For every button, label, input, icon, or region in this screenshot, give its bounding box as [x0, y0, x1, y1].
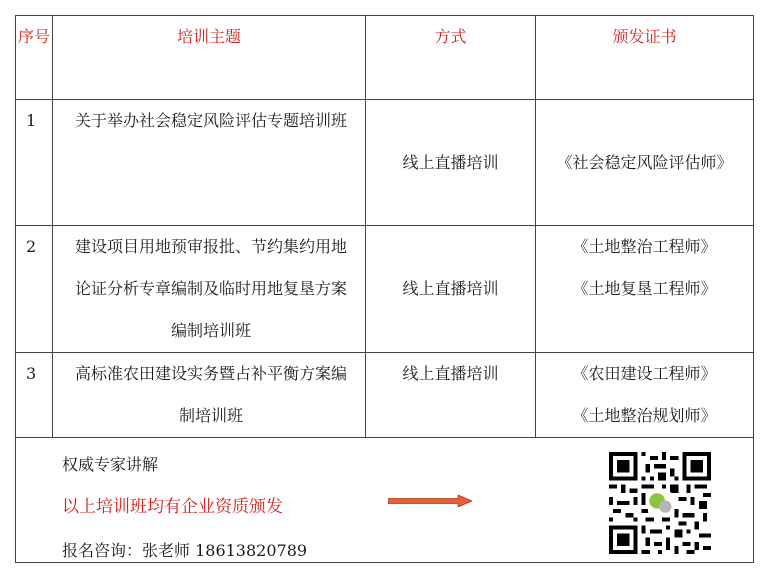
header-mode: 方式	[366, 16, 536, 100]
cert-item: 《土地整治规划师》	[572, 406, 717, 425]
table-header-row	[16, 16, 754, 100]
row-mode: 线上直播培训	[366, 100, 536, 226]
row-no: 3	[16, 353, 53, 438]
right-arrow-icon	[388, 495, 472, 507]
table-row	[16, 100, 754, 226]
row-cert	[536, 226, 754, 353]
footer-row	[16, 438, 754, 563]
header-no: 序号	[16, 16, 53, 100]
row-mode: 线上直播培训	[366, 226, 536, 353]
cert-item: 《土地复垦工程师》	[572, 279, 717, 298]
qr-code-icon	[609, 452, 711, 554]
row-no: 1	[16, 100, 53, 226]
row-cert	[536, 100, 754, 226]
cert-item: 《土地整治工程师》	[572, 237, 717, 256]
footer-cell	[16, 438, 754, 563]
row-topic: 关于举办社会稳定风险评估专题培训班	[53, 100, 366, 226]
row-topic: 建设项目用地预审报批、节约集约用地论证分析专章编制及临时用地复垦方案编制培训班	[53, 226, 366, 353]
cert-item: 《社会稳定风险评估师》	[556, 153, 733, 172]
footer-qualification-text: 以上培训班均有企业资质颁发	[62, 497, 283, 517]
row-no: 2	[16, 226, 53, 353]
table-row	[16, 353, 754, 438]
footer-expert-text: 权威专家讲解	[62, 455, 159, 474]
table-row	[16, 226, 754, 353]
row-mode: 线上直播培训	[366, 353, 536, 438]
row-topic: 高标准农田建设实务暨占补平衡方案编制培训班	[53, 353, 366, 438]
row-cert	[536, 353, 754, 438]
header-topic: 培训主题	[53, 16, 366, 100]
header-cert: 颁发证书	[536, 16, 754, 100]
training-table	[15, 15, 754, 563]
cert-item: 《农田建设工程师》	[572, 364, 717, 383]
footer-contact-text: 报名咨询：张老师 18613820789	[62, 541, 308, 560]
